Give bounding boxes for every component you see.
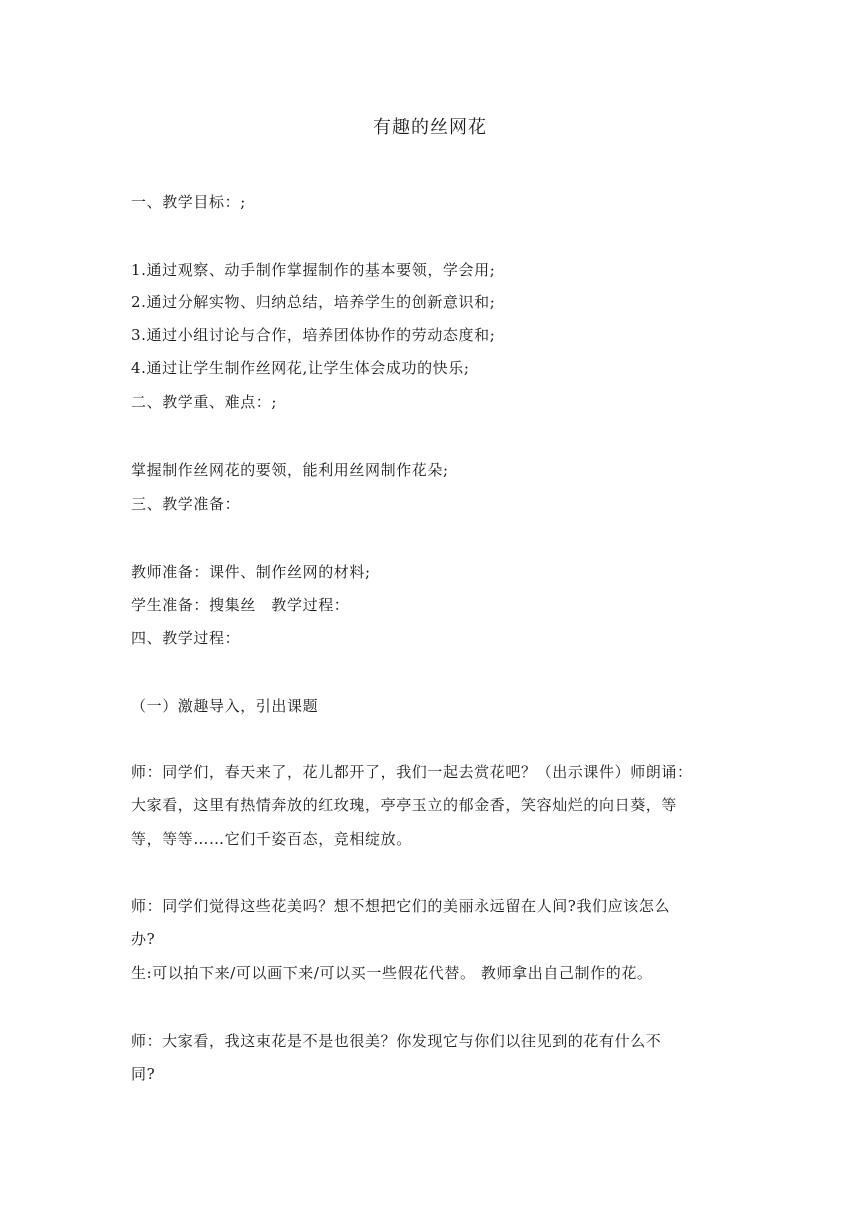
document-title: 有趣的丝网花 <box>373 117 487 138</box>
section-heading-process: 四、教学过程： <box>131 629 241 647</box>
paragraph-line: 掌握制作丝网花的要领，能利用丝网制作花朵; <box>131 461 449 479</box>
paragraph-line: 4.通过让学生制作丝网花,让学生体会成功的快乐; <box>131 359 470 377</box>
subsection-heading: （一）激趣导入，引出课题 <box>131 697 319 715</box>
paragraph-line: 师：同学们觉得这些花美吗？想不想把它们的美丽永远留在人间?我们应该怎么 <box>131 897 671 915</box>
paragraph-line: 教师准备：课件、制作丝网的材料; <box>131 563 371 581</box>
paragraph-line: 3.通过小组讨论与合作，培养团体协作的劳动态度和; <box>131 326 496 344</box>
paragraph-line: 学生准备：搜集丝 教学过程： <box>131 596 350 614</box>
section-heading-preparation: 三、教学准备： <box>131 495 241 513</box>
paragraph-line: 师：同学们，春天来了，花儿都开了，我们一起去赏花吧？（出示课件）师朗诵： <box>131 763 693 781</box>
section-heading-key-points: 二、教学重、难点：; <box>131 393 278 411</box>
section-heading-objectives: 一、教学目标：; <box>131 193 246 211</box>
paragraph-line: 2.通过分解实物、归纳总结，培养学生的创新意识和; <box>131 293 496 311</box>
paragraph-line: 师：大家看，我这束花是不是也很美？你发现它与你们以往见到的花有什么不 <box>131 1032 662 1050</box>
paragraph-line: 1.通过观察、动手制作掌握制作的基本要领，学会用; <box>131 261 496 279</box>
paragraph-line: 等，等等……它们千姿百态，竞相绽放。 <box>131 830 412 848</box>
paragraph-line: 生:可以拍下来/可以画下来/可以买一些假花代替。 教师拿出自己制作的花。 <box>131 964 653 982</box>
paragraph-line: 同? <box>131 1065 156 1083</box>
paragraph-line: 办? <box>131 930 156 948</box>
paragraph-line: 大家看，这里有热情奔放的红玫瑰，亭亭玉立的郁金香，笑容灿烂的向日葵，等 <box>131 796 678 814</box>
